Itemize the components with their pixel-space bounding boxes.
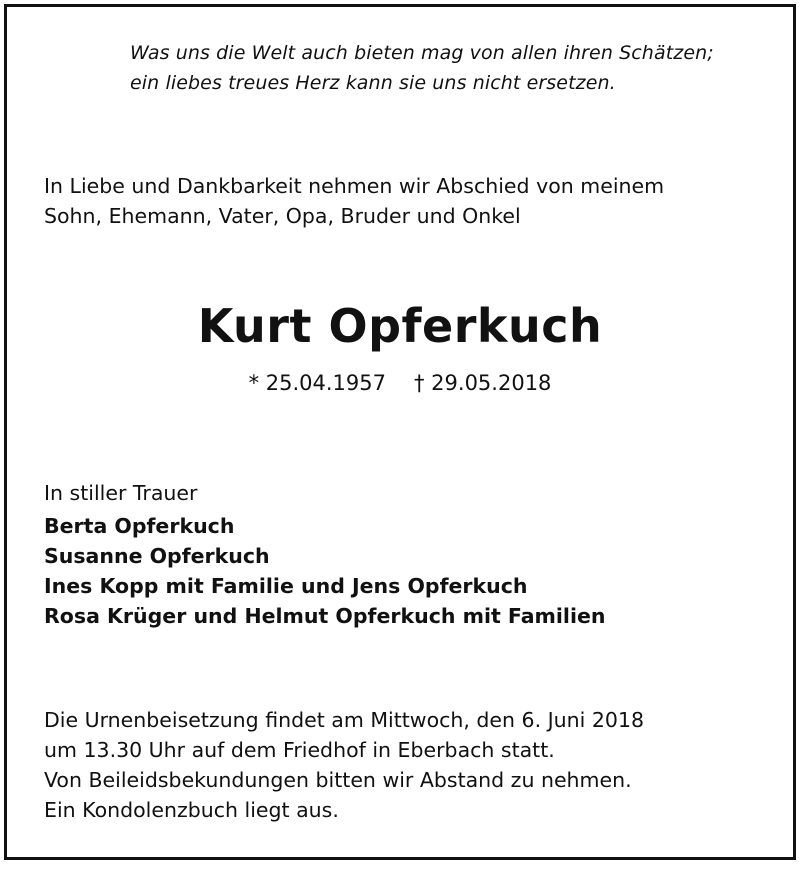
death-date: † 29.05.2018 xyxy=(414,371,552,395)
birth-date: * 25.04.1957 xyxy=(248,371,386,395)
notice-line: Ein Kondolenzbuch liegt aus. xyxy=(44,798,339,822)
mourner-name: Berta Opferkuch xyxy=(44,514,235,538)
mourning-label: In stiller Trauer xyxy=(44,481,198,505)
mourner-name: Susanne Opferkuch xyxy=(44,544,270,568)
motto-line: Was uns die Welt auch bieten mag von allen ihren Schätzen; xyxy=(130,42,714,64)
life-dates xyxy=(0,368,800,398)
motto-quote xyxy=(130,38,714,98)
notice-line: Von Beileidsbekundungen bitten wir Abstand zu nehmen. xyxy=(44,768,632,792)
notice-line: um 13.30 Uhr auf dem Friedhof in Eberbach statt. xyxy=(44,738,555,762)
mourner-name: Rosa Krüger und Helmut Opferkuch mit Familien xyxy=(44,604,606,628)
deceased-name: Kurt Opferkuch xyxy=(197,299,603,353)
notice-line: Die Urnenbeisetzung findet am Mittwoch, den 6. Juni 2018 xyxy=(44,708,645,732)
funeral-notice xyxy=(44,705,644,825)
intro-line: Sohn, Ehemann, Vater, Opa, Bruder und Onkel xyxy=(44,204,521,228)
intro-line: In Liebe und Dankbarkeit nehmen wir Abschied von meinem xyxy=(44,174,665,198)
mourner-name: Ines Kopp mit Familie und Jens Opferkuch xyxy=(44,574,528,598)
mourners-list xyxy=(44,511,605,631)
motto-line: ein liebes treues Herz kann sie uns nicht ersetzen. xyxy=(130,72,616,94)
intro-text xyxy=(44,171,664,231)
